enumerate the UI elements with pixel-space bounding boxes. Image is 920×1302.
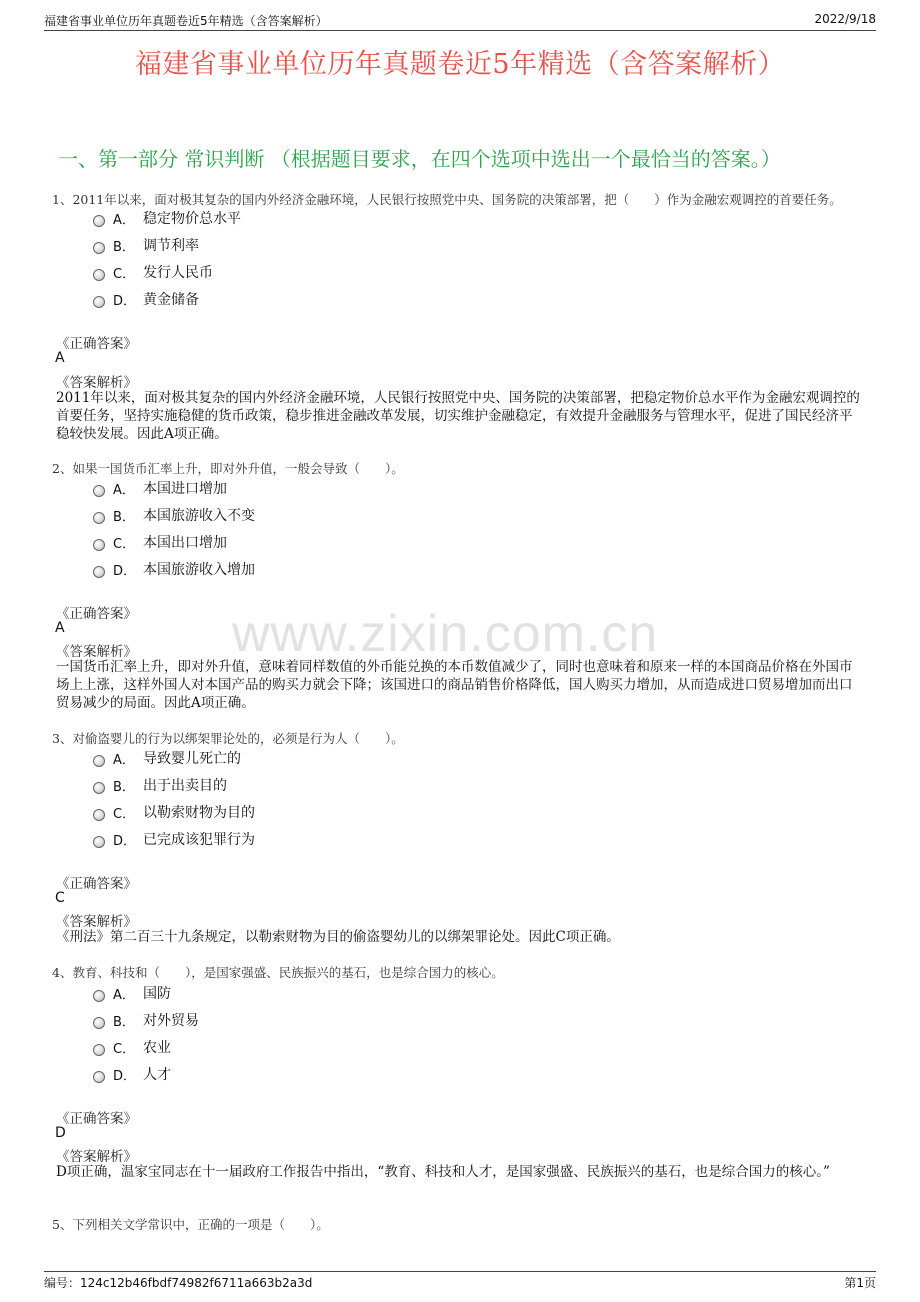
- header-date: 2022/9/18: [814, 12, 876, 26]
- explanation-text: 《刑法》第二百三十九条规定，以勒索财物为目的偷盗婴幼儿的以绑架罪论处。因此C项正确。: [56, 929, 620, 945]
- document-title: 福建省事业单位历年真题卷近5年精选（含答案解析）: [134, 49, 786, 80]
- question-text: 3、对偷盗婴儿的行为以绑架罪论处的，必须是行为人（ ）。: [52, 731, 404, 746]
- radio-icon[interactable]: [93, 539, 105, 551]
- radio-icon[interactable]: [93, 1017, 105, 1029]
- radio-icon[interactable]: [93, 1071, 105, 1083]
- option-a[interactable]: A． 本国进口增加: [93, 478, 227, 498]
- radio-icon[interactable]: [93, 566, 105, 578]
- explanation-text: D项正确，温家宝同志在十一届政府工作报告中指出，“教育、科技和人才，是国家强盛、民族振兴的基石，也是综合国力的核心。”: [56, 1164, 830, 1180]
- question-text: 1、2011年以来，面对极其复杂的国内外经济金融环境，人民银行按照党中央、国务院的决策部署，把（ ）作为金融宏观调控的首要任务。: [52, 192, 842, 207]
- explanation-text: 一国货币汇率上升，即对外升值，意味着同样数值的外币能兑换的本币数值减少了，同时也意味着和原来一样的本国商品价格在外国市场上上涨，这样外国人对本国产品的购买力就会下降；该国进口的商品销售价格降低，国人购买力增加，从而造成进口贸易增加而出口贸易减少的局面。因此A项正确。: [56, 659, 853, 711]
- radio-icon[interactable]: [93, 755, 105, 767]
- analysis-label: 《答案解析》: [56, 1149, 137, 1165]
- answer-value: A: [55, 620, 65, 636]
- answer-value: A: [55, 350, 65, 366]
- answer-label: 《正确答案》: [56, 606, 137, 622]
- radio-icon[interactable]: [93, 782, 105, 794]
- answer-value: D: [55, 1125, 66, 1141]
- option-d[interactable]: D． 本国旅游收入增加: [93, 559, 255, 579]
- footer-doc-id: 编号：124c12b46fbdf74982f6711a663b2a3d: [44, 1276, 313, 1290]
- question-text: 4、教育、科技和（ ），是国家强盛、民族振兴的基石，也是综合国力的核心。: [52, 965, 504, 980]
- radio-icon[interactable]: [93, 269, 105, 281]
- option-a[interactable]: A． 导致婴儿死亡的: [93, 748, 241, 768]
- option-c[interactable]: C． 以勒索财物为目的: [93, 802, 255, 822]
- option-c[interactable]: C． 本国出口增加: [93, 532, 227, 552]
- option-a[interactable]: A． 国防: [93, 983, 171, 1003]
- option-c[interactable]: C． 农业: [93, 1037, 171, 1057]
- answer-label: 《正确答案》: [56, 336, 137, 352]
- option-d[interactable]: D． 黄金储备: [93, 289, 199, 309]
- radio-icon[interactable]: [93, 1044, 105, 1056]
- radio-icon[interactable]: [93, 485, 105, 497]
- question-text: 5、下列相关文学常识中，正确的一项是（ ）。: [52, 1217, 329, 1232]
- explanation-text: 2011年以来，面对极其复杂的国内外经济金融环境，人民银行按照党中央、国务院的决策部署，把稳定物价总水平作为金融宏观调控的首要任务，坚持实施稳健的货币政策，稳步推进金融改革发展，切实维护金融稳定，有效提升金融服务与管理水平，促进了国民经济平稳较快发展。因此A项正确。: [56, 390, 860, 442]
- radio-icon[interactable]: [93, 990, 105, 1002]
- radio-icon[interactable]: [93, 296, 105, 308]
- page-header: [44, 12, 876, 31]
- option-b[interactable]: B． 调节利率: [93, 235, 199, 255]
- radio-icon[interactable]: [93, 242, 105, 254]
- radio-icon[interactable]: [93, 836, 105, 848]
- radio-icon[interactable]: [93, 809, 105, 821]
- analysis-label: 《答案解析》: [56, 644, 137, 660]
- page-footer: [44, 1271, 876, 1290]
- option-b[interactable]: B． 本国旅游收入不变: [93, 505, 255, 525]
- option-d[interactable]: D． 人才: [93, 1064, 171, 1084]
- footer-page-number: 第1页: [844, 1276, 876, 1290]
- option-b[interactable]: B． 对外贸易: [93, 1010, 199, 1030]
- answer-value: C: [55, 890, 65, 906]
- answer-label: 《正确答案》: [56, 876, 137, 892]
- analysis-label: 《答案解析》: [56, 375, 137, 391]
- option-d[interactable]: D． 已完成该犯罪行为: [93, 829, 255, 849]
- analysis-label: 《答案解析》: [56, 914, 137, 930]
- option-c[interactable]: C． 发行人民币: [93, 262, 213, 282]
- option-b[interactable]: B． 出于出卖目的: [93, 775, 227, 795]
- question-text: 2、如果一国货币汇率上升，即对外升值，一般会导致（ ）。: [52, 461, 404, 476]
- option-a[interactable]: A． 稳定物价总水平: [93, 208, 241, 228]
- watermark: www.zixin.com.cn: [232, 605, 659, 663]
- radio-icon[interactable]: [93, 215, 105, 227]
- answer-label: 《正确答案》: [56, 1111, 137, 1127]
- section-title: 一、第一部分 常识判断 （根据题目要求，在四个选项中选出一个最恰当的答案。）: [58, 147, 781, 171]
- radio-icon[interactable]: [93, 512, 105, 524]
- header-doc-name: 福建省事业单位历年真题卷近5年精选（含答案解析）: [44, 14, 328, 28]
